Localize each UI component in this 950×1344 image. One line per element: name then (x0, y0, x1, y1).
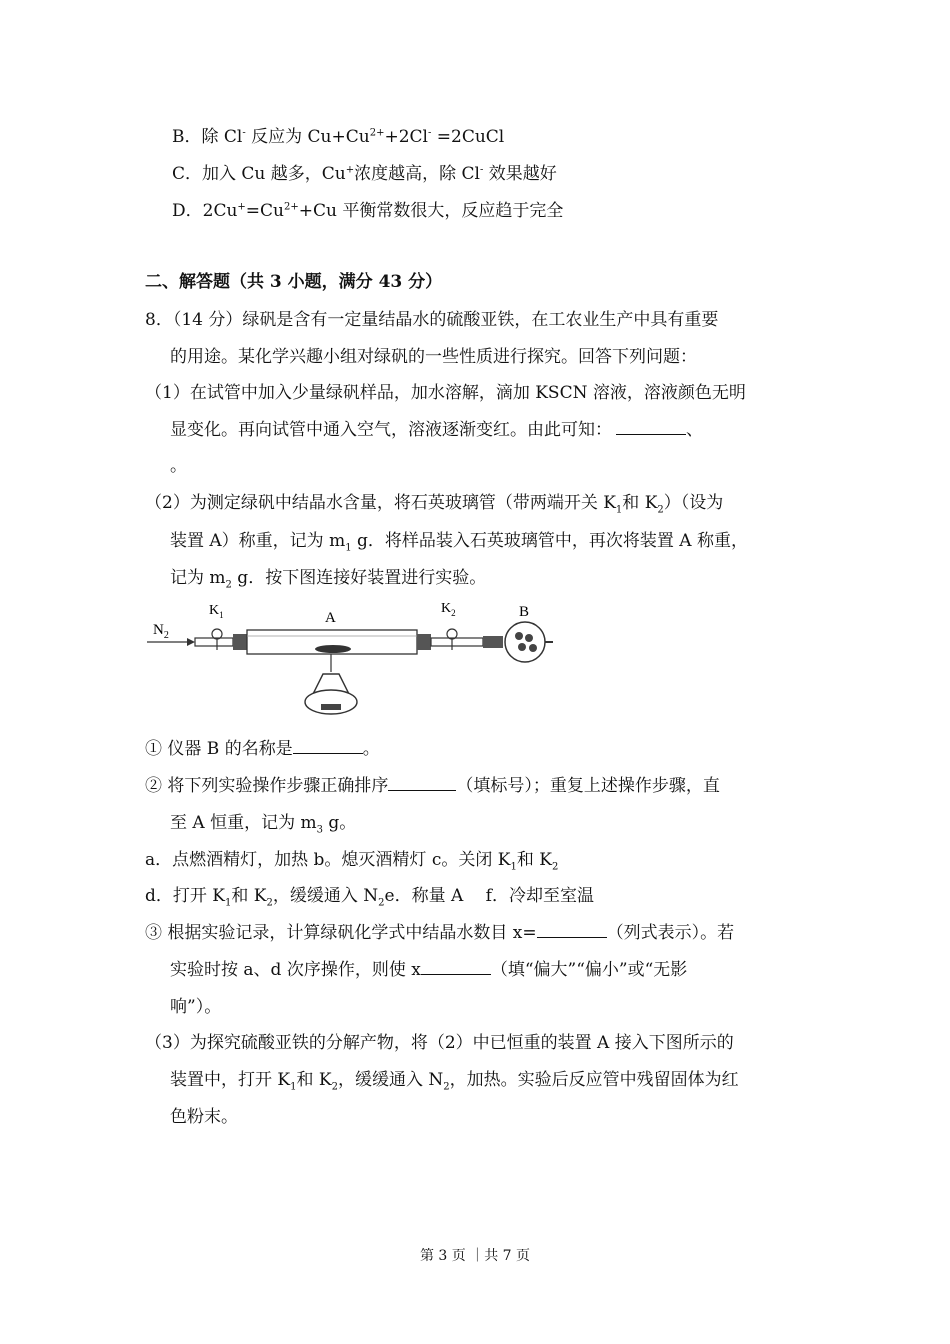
option-d (172, 199, 563, 223)
q8-intro-line2: 的用途。某化学兴趣小组对绿矾的一些性质进行探究。回答下列问题： (170, 347, 697, 367)
text: 装置 A）称重，记为 m (170, 531, 346, 551)
apparatus-diagram (145, 598, 555, 720)
answer-blank[interactable] (388, 774, 456, 791)
page-footer: 第 3 页 ｜共 7 页 (419, 1248, 531, 1264)
desiccant (518, 643, 526, 651)
lamp-liquid (321, 704, 341, 710)
q8-part3-line2 (170, 1068, 739, 1092)
sample (315, 645, 351, 653)
outlet-tube (431, 638, 483, 646)
text: B．除 Cl (172, 127, 243, 147)
option-c (172, 162, 557, 186)
text: 和 K (296, 1070, 332, 1090)
q8-part1-line3: 。 (170, 456, 187, 476)
q8-part2-line2 (170, 529, 748, 553)
text: D．2Cu (172, 201, 238, 221)
text: 实验时按 a、d 次序操作，则使 x (170, 960, 421, 980)
text: 显变化。再向试管中通入空气，溶液逐渐变红。由此可知： (170, 420, 612, 440)
lamp-base (305, 690, 357, 714)
a-label: A (325, 610, 336, 626)
text: 记为 m (170, 568, 226, 588)
subscript: 1 (290, 1081, 297, 1093)
text: 和 K (516, 850, 552, 870)
q8-sub1 (145, 737, 380, 761)
subscript: 2 (443, 1081, 450, 1093)
text: =2CuCl (431, 127, 505, 147)
subscript: 2 (657, 504, 664, 516)
q8-part1-line2 (170, 418, 703, 442)
text: ，缓缓通入 N (272, 886, 379, 906)
superscript: - (427, 127, 432, 139)
text: ，加热。实验后反应管中残留固体为红 (449, 1070, 739, 1090)
superscript: + (345, 164, 355, 176)
q8-sub3-line1 (145, 921, 734, 945)
text: ）（设为 (663, 493, 724, 513)
subscript: 2 (225, 579, 232, 591)
text: 。 (362, 739, 380, 759)
text: +Cu 平衡常数很大，反应趋于完全 (298, 201, 564, 221)
subscript: 1 (225, 897, 232, 909)
k1-label: $K_1$ (209, 603, 224, 620)
text: （2）为测定绿矾中结晶水含量，将石英玻璃管（带两端开关 K (145, 493, 616, 513)
text: （列式表示）。若 (606, 923, 735, 943)
subscript: 2 (551, 861, 559, 873)
subscript: 1 (510, 861, 517, 873)
drying-tube-b (505, 622, 545, 662)
q8-sub2-line2 (170, 811, 356, 835)
answer-blank[interactable] (537, 921, 607, 938)
text: a．点燃酒精灯，加热 b。熄灭酒精灯 c。关闭 K (145, 850, 511, 870)
subscript: 2 (331, 1081, 338, 1093)
b-label: B (519, 604, 530, 620)
subscript: 1 (615, 504, 623, 516)
text: ③ 根据实验记录，计算绿矾化学式中结晶水数目 x= (145, 923, 537, 943)
text: 和 K (231, 886, 267, 906)
subscript: 1 (345, 542, 352, 554)
q8-sub3-line3: 响”）。 (170, 997, 222, 1017)
text: d．打开 K (145, 886, 225, 906)
text: 、 (686, 420, 703, 440)
subscript: 2 (266, 897, 273, 909)
q8-part3-line3: 色粉末。 (170, 1107, 238, 1127)
superscript: 2+ (284, 201, 299, 213)
q8-part2-line1 (145, 491, 723, 515)
option-b (172, 125, 504, 149)
text: 浓度越高，除 Cl (354, 164, 480, 184)
q8-part2-line3 (170, 566, 486, 590)
text: g．按下图连接好装置进行实验。 (231, 568, 487, 588)
text: 反应为 Cu+Cu (245, 127, 370, 147)
stopper-b (483, 636, 503, 648)
q8-sub2-line1 (145, 774, 720, 798)
operation-steps-line1 (145, 848, 558, 872)
answer-blank[interactable] (421, 958, 491, 975)
desiccant (529, 644, 537, 652)
text: g．将样品装入石英玻璃管中，再次将装置 A 称重， (351, 531, 748, 551)
text: e．称量 A f．冷却至室温 (384, 886, 594, 906)
text: +2Cl (384, 127, 428, 147)
text: 至 A 恒重，记为 m (170, 813, 317, 833)
desiccant (515, 632, 523, 640)
superscript: - (479, 164, 484, 176)
text: 装置中，打开 K (170, 1070, 291, 1090)
k2-label: $K_2$ (441, 601, 456, 618)
text: （填“偏大”“偏小”或“无影 (490, 960, 688, 980)
superscript: 2+ (369, 127, 385, 139)
desiccant (525, 634, 533, 642)
text: g。 (322, 813, 357, 833)
text: 效果越好 (483, 164, 557, 184)
q8-part3-line1: （3）为探究硫酸亚铁的分解产物，将（2）中已恒重的装置 A 接入下图所示的 (145, 1033, 734, 1053)
answer-blank[interactable] (293, 737, 363, 754)
n2-label: $N_2$ (153, 622, 169, 641)
stopper-right (417, 634, 431, 650)
superscript: - (242, 127, 246, 139)
q8-intro-line1: 8．（14 分）绿矾是含有一定量结晶水的硫酸亚铁，在工农业生产中具有重要 (145, 310, 719, 330)
text: 和 K (622, 493, 658, 513)
q8-sub3-line2 (170, 958, 687, 982)
text: ，缓缓通入 N (337, 1070, 444, 1090)
subscript: 3 (316, 824, 323, 836)
arrow-head (187, 638, 195, 646)
text: ① 仪器 B 的名称是 (145, 739, 293, 759)
operation-steps-line2 (145, 884, 594, 908)
inlet-tube (195, 638, 233, 646)
q8-part1-line1: （1）在试管中加入少量绿矾样品，加水溶解，滴加 KSCN 溶液，溶液颜色无明 (145, 383, 746, 403)
text: ② 将下列实验操作步骤正确排序 (145, 776, 389, 796)
text: =Cu (245, 201, 284, 221)
section-title: 二、解答题（共 3 小题，满分 43 分） (145, 272, 443, 292)
stopper-left (233, 634, 247, 650)
answer-blank[interactable] (616, 418, 686, 435)
subscript: 2 (378, 897, 385, 909)
text: C．加入 Cu 越多，Cu (172, 164, 346, 184)
superscript: + (237, 201, 246, 213)
text: （填标号）；重复上述操作步骤，直 (456, 776, 720, 796)
